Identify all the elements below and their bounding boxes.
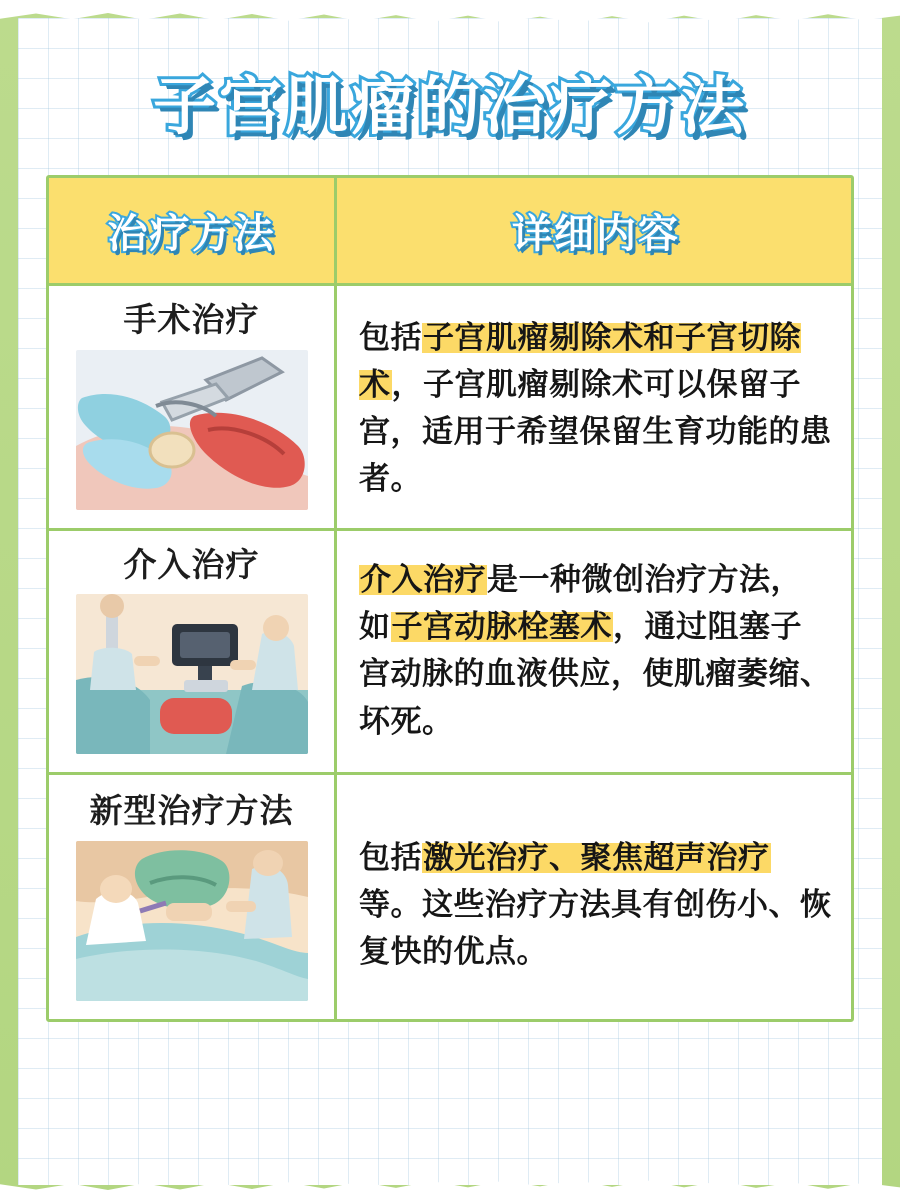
detail-part: 等。这些治疗方法具有创伤小、恢复快的优点。 xyxy=(359,887,832,971)
method-cell-new xyxy=(49,775,337,1019)
detail-cell-surgery xyxy=(337,286,851,528)
method-cell-interventional xyxy=(49,531,337,773)
interventional-operating-room-illustration xyxy=(76,594,308,754)
detail-part: 包括 xyxy=(359,840,422,877)
page-title: 子宫肌瘤的治疗方法 xyxy=(153,70,747,143)
table-row xyxy=(49,286,851,531)
detail-part-highlight: 子宫动脉栓塞术 xyxy=(391,609,612,646)
table-header-row xyxy=(49,178,851,286)
detail-text xyxy=(359,557,833,745)
treatment-table xyxy=(46,175,854,1022)
title-container xyxy=(46,56,854,147)
table-row xyxy=(49,531,851,776)
detail-part: 包括 xyxy=(359,319,422,356)
detail-part: ，通过阻塞子宫动脉的血液供应，使肌瘤萎缩、坏死。 xyxy=(359,609,832,740)
table-row xyxy=(49,775,851,1019)
method-label: 手术治疗 xyxy=(123,300,260,339)
table-header-method-label: 治疗方法 xyxy=(107,211,276,257)
method-label: 介入治疗 xyxy=(123,544,260,584)
detail-cell-new xyxy=(337,775,851,1019)
table-header-detail xyxy=(337,178,851,283)
detail-part: ，子宫肌瘤剔除术可以保留子宫，适用于希望保留生育功能的患者。 xyxy=(359,366,832,497)
method-cell-surgery xyxy=(49,286,337,528)
detail-cell-interventional xyxy=(337,531,851,773)
detail-part-highlight: 子宫肌瘤剔除术和子宫切除术 xyxy=(359,319,801,403)
detail-part-highlight: 介入治疗 xyxy=(360,562,486,599)
table-header-detail-label: 详细内容 xyxy=(512,211,680,257)
detail-text xyxy=(359,315,833,503)
detail-part-highlight: 激光治疗、聚焦超声治疗 xyxy=(423,840,770,877)
method-label: 新型治疗方法 xyxy=(89,791,294,831)
detail-part: 是一种微创治疗方法，如 xyxy=(359,562,802,646)
table-header-method xyxy=(49,178,337,283)
surgery-illustration xyxy=(76,350,308,510)
detail-text xyxy=(359,835,833,976)
new-therapy-operating-illustration xyxy=(76,841,308,1001)
